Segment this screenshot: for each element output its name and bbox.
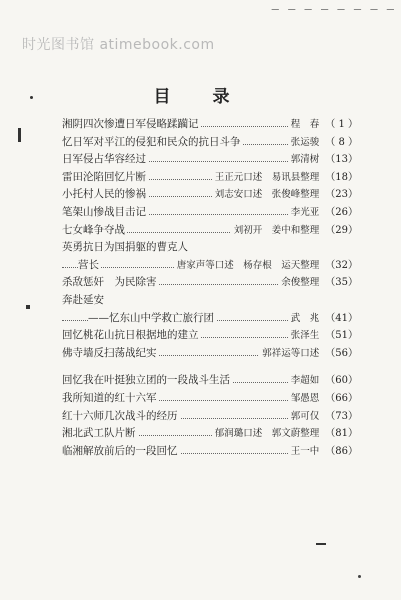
toc-entry[interactable]: [62, 274, 358, 292]
toc-entry-author: 郭可仅: [290, 410, 320, 422]
toc-entry-info: [288, 116, 358, 134]
toc-entry[interactable]: [62, 443, 358, 461]
top-dash-marks: — — — — — — — —: [271, 2, 395, 16]
toc-entry-author: 刘志安口述 张俊峰整理: [214, 189, 320, 201]
toc-entry-page: （73）: [325, 410, 358, 422]
toc-entry-page: （13）: [325, 154, 358, 166]
toc-entry-title: 回忆我在叶挺独立团的一段战斗生活: [62, 372, 232, 390]
toc-entry-info: [259, 345, 358, 363]
toc-entry-title: 七女峰争夺战: [62, 222, 127, 240]
toc-entry-title: 湘北武工队片断: [62, 425, 138, 443]
toc-entry-info: [212, 186, 358, 204]
toc-entry[interactable]: [62, 134, 358, 152]
toc-entry-author: 武 兆: [290, 312, 320, 324]
toc-entry-title: 杀敌惩奸 为民除害: [62, 274, 159, 292]
toc-entry-page: （60）: [325, 375, 358, 387]
toc-entry[interactable]: [62, 310, 358, 328]
scan-speck: [26, 305, 30, 309]
toc-entry-page: （ 8 ）: [325, 136, 358, 148]
toc-entry-title: 湘阴四次惨遭日军侵略蹂躏记: [62, 116, 201, 134]
toc-entry-page: （86）: [325, 445, 358, 457]
toc-entry-info: [288, 204, 358, 222]
toc-entry-info: [288, 151, 358, 169]
toc-entry[interactable]: [62, 239, 358, 257]
page-title: 目 录: [153, 87, 248, 107]
toc-entry[interactable]: [62, 186, 358, 204]
toc-entry-title: 雷田沦陷回忆片断: [62, 169, 148, 187]
toc-entry-author: 李光亚: [290, 206, 320, 218]
toc-entry-info: [212, 169, 358, 187]
binding-mark: [18, 128, 21, 142]
scan-speck: [316, 543, 326, 545]
toc-entry-page: （81）: [325, 428, 358, 440]
toc-entry-title: 忆日军对平江的侵犯和民众的抗日斗争: [62, 134, 243, 152]
watermark: 时光图书馆 atimebook.com: [22, 37, 215, 53]
table-of-contents: [62, 116, 358, 460]
toc-entry-title: 红十六师几次战斗的经历: [62, 408, 180, 426]
toc-entry[interactable]: [62, 257, 358, 275]
toc-entry-title: 回忆桃花山抗日根据地的建立: [62, 327, 201, 345]
scan-speck: [358, 575, 361, 578]
toc-entry-title: 奔赴延安: [62, 292, 106, 310]
toc-entry-title: 佛寺墙反扫荡战纪实: [62, 345, 159, 363]
toc-entry-page: （18）: [325, 171, 358, 183]
toc-entry[interactable]: [62, 169, 358, 187]
toc-entry-page: （ 1 ）: [325, 119, 358, 130]
toc-entry-author: 张运骏: [290, 136, 320, 148]
toc-entry-title: 临湘解放前后的一段回忆: [62, 443, 180, 461]
toc-entry-page: （29）: [325, 224, 358, 236]
toc-entry-info: [212, 425, 358, 443]
toc-entry-author: 郭祥运等口述: [262, 347, 320, 359]
toc-entry-info: [288, 443, 358, 461]
toc-entry-info: [288, 327, 358, 345]
toc-entry[interactable]: [62, 408, 358, 426]
toc-entry-info: [231, 222, 358, 240]
toc-entry-page: （23）: [325, 189, 358, 201]
toc-entry[interactable]: [62, 345, 358, 363]
toc-entry-author: 邹愚恩: [290, 392, 320, 404]
toc-entry-title: 笔架山惨战目击记: [62, 204, 148, 222]
toc-entry[interactable]: [62, 390, 358, 408]
toc-entry[interactable]: [62, 204, 358, 222]
toc-entry-info: [174, 257, 358, 275]
toc-entry[interactable]: [62, 327, 358, 345]
toc-entry-author: 李超如: [290, 375, 320, 387]
toc-entry-title: 小托村人民的惨祸: [62, 186, 148, 204]
toc-entry-title: 我所知道的红十六军: [62, 390, 159, 408]
toc-entry-page: （51）: [325, 330, 358, 342]
toc-entry-info: [288, 134, 358, 152]
toc-entry[interactable]: [62, 116, 358, 134]
toc-entry-page: （35）: [325, 277, 358, 289]
toc-entry-page: （32）: [325, 259, 358, 271]
toc-entry-info: [288, 310, 358, 328]
toc-entry-title: ——忆东山中学救亡旅行团: [88, 310, 216, 328]
toc-entry-info: [288, 408, 358, 426]
toc-entry-author: 余俊整理: [281, 277, 320, 289]
toc-entry[interactable]: [62, 425, 358, 443]
toc-entry-author: 郭清树: [290, 154, 320, 166]
toc-entry-info: [278, 274, 358, 292]
toc-entry-author: 王一中: [290, 445, 320, 457]
toc-entry[interactable]: [62, 372, 358, 390]
toc-entry-page: （66）: [325, 392, 358, 404]
toc-entry-info: [288, 372, 358, 390]
toc-entry-author: 刘初开 姜中和整理: [233, 224, 320, 236]
toc-entry-page: （41）: [325, 312, 358, 324]
toc-entry-title: 日军侵占华容经过: [62, 151, 148, 169]
toc-entry-info: [288, 390, 358, 408]
toc-entry[interactable]: [62, 151, 358, 169]
toc-entry-title: 英勇抗日为国捐躯的曹克人: [62, 239, 190, 257]
toc-entry-title: 营长: [78, 257, 101, 275]
toc-entry-author: 张泽生: [290, 330, 320, 342]
toc-entry[interactable]: [62, 222, 358, 240]
toc-entry-author: 郁润璐口述 郭文蔚整理: [214, 428, 320, 440]
toc-entry-author: 王正元口述 易讯县整理: [214, 171, 320, 183]
toc-entry[interactable]: [62, 292, 358, 310]
toc-entry-author: 程 春: [290, 119, 320, 130]
toc-entry-page: （56）: [325, 347, 358, 359]
section-gap: [62, 362, 358, 372]
toc-entry-author: 唐家声等口述 杨存根 运天整理: [176, 259, 320, 271]
toc-entry-page: （26）: [325, 206, 358, 218]
